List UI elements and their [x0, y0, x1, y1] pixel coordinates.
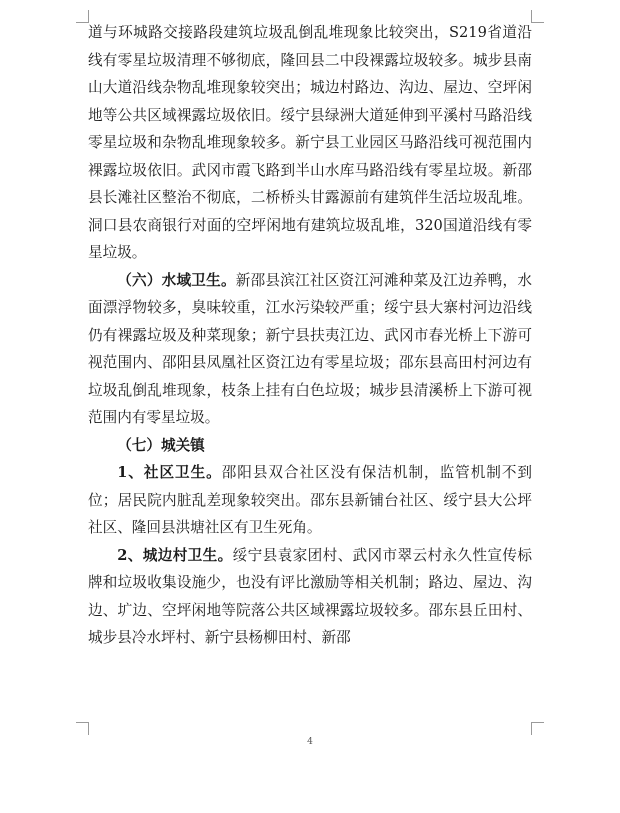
paragraph-text: 道与环城路交接路段建筑垃圾乱倒乱堆现象比较突出，S219省道沿线有零星垃圾清理不够彻底，隆回县二中段裸露垃圾较多。城步县南山大道沿线杂物乱堆现象较突出；城边村路边、沟边、屋边、空坪闲地等公共区域裸露垃圾依旧。绥宁县绿洲大道延伸到平溪村马路沿线零星垃圾和杂物乱堆现象较多。新宁县工业园区马路沿线可视范围内裸露垃圾依旧。武冈市霞飞路到半山水库马路沿线有零星垃圾。新邵县长滩社区整治不彻底，二桥桥头甘露源前有建筑伴生活垃圾乱堆。洞口县农商银行对面的空坪闲地有建筑垃圾乱堆，320国道沿线有零星垃圾。 [88, 24, 532, 261]
document-body [88, 19, 532, 652]
paragraph-continued [88, 19, 532, 267]
paragraph-text: 绥宁县袁家团村、武冈市翠云村永久性宣传标牌和垃圾收集设施少，也没有评比激励等相关机制；路边、屋边、沟边、圹边、空坪闲地等院落公共区域裸露垃圾较多。邵东县丘田村、城步县冷水坪村、新宁县杨柳田村、新邵 [88, 546, 532, 646]
section-lead-village: 2、城边村卫生。 [117, 546, 233, 564]
heading-text: （七）城关镇 [117, 436, 205, 454]
page-number: 4 [307, 737, 313, 747]
crop-mark-bottom-right [531, 722, 544, 735]
paragraph-text: 邵阳县双合社区没有保洁机制，监管机制不到位；居民院内脏乱差现象较突出。邵东县新铺台社区、绥宁县大公坪社区、隆回县洪塘社区有卫生死角。 [88, 464, 532, 536]
paragraph-water-sanitation [88, 267, 532, 432]
paragraph-text: 新邵县滨江社区资江河滩种菜及江边养鸭，水面漂浮物较多，臭味较重，江水污染较严重；绥宁县大寨村河边沿线仍有裸露垃圾及种菜现象；新宁县扶夷江边、武冈市春光桥上下游可视范围内、邵阳县凤凰社区资江边有零星垃圾；邵东县高田村河边有垃圾乱倒乱堆现象，枝条上挂有白色垃圾；城步县清溪桥上下游可视范围内有零星垃圾。 [88, 271, 532, 426]
crop-mark-bottom-left [76, 722, 89, 735]
section-lead-water: （六）水域卫生。 [117, 271, 236, 289]
paragraph-community-sanitation [88, 459, 532, 542]
section-lead-community: 1、社区卫生。 [117, 464, 222, 481]
section-heading-town [88, 432, 532, 460]
crop-mark-top-right [531, 10, 544, 23]
paragraph-village-sanitation [88, 542, 532, 652]
